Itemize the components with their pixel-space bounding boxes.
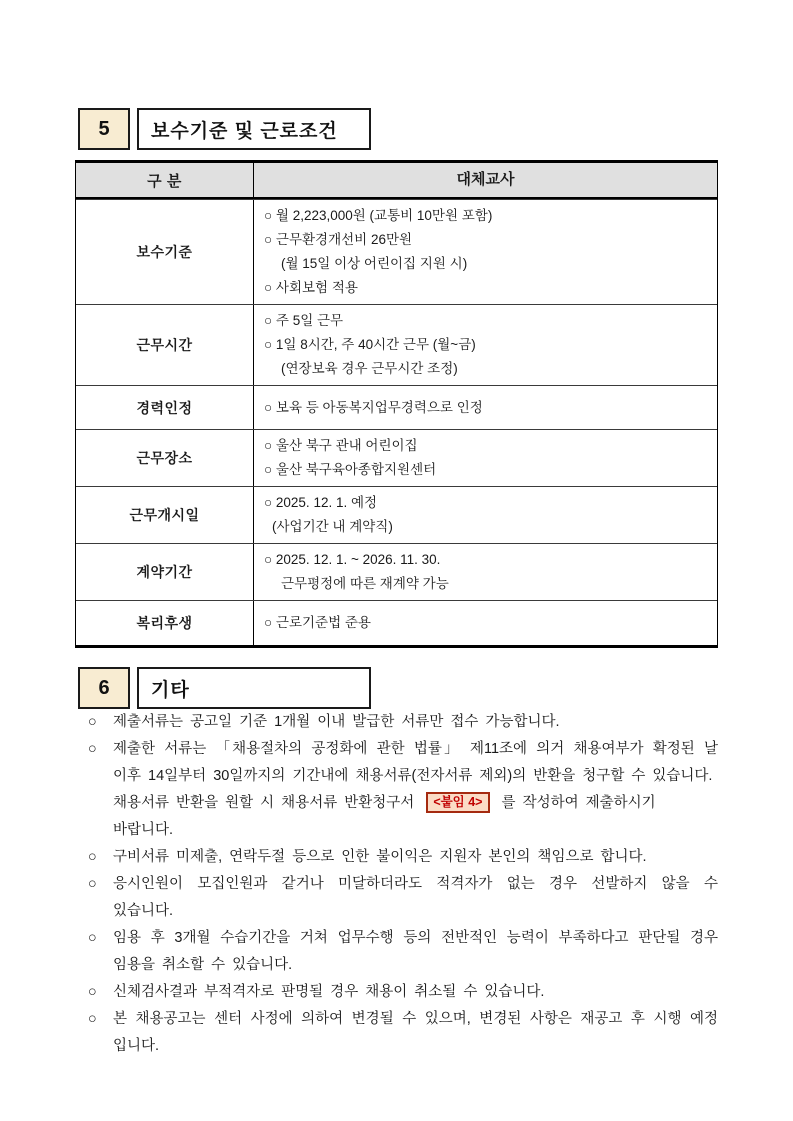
list-item-text: 신체검사결과 부적격자로 판명될 경우 채용이 취소될 수 있습니다.	[113, 984, 545, 1000]
content-line: ○ 근로기준법 준용	[264, 615, 371, 630]
content-line: ○ 울산 북구육아종합지원센터	[264, 462, 437, 477]
content-line: ○ 2025. 12. 1. ~ 2026. 11. 30.	[264, 552, 441, 567]
bullet-circle-icon: ○	[88, 930, 97, 946]
conditions-table	[75, 160, 718, 648]
row-label: 계약기간	[76, 544, 254, 600]
list-item	[88, 844, 718, 871]
list-item-text	[113, 790, 718, 844]
content-line: ○ 주 5일 근무	[264, 313, 344, 328]
bullet-circle-icon: ○	[88, 876, 97, 892]
list-item-text: 임용 후 3개월 수습기간을 거쳐 업무수행 등의 전반적인 능력이 부족하다고 판단될 경우 임용을 취소할 수 있습니다.	[113, 930, 718, 973]
bullet-spacer	[88, 790, 113, 844]
list-item	[88, 736, 718, 790]
bullet-circle-icon: ○	[88, 984, 97, 1000]
row-content	[254, 430, 717, 486]
table-row	[76, 429, 717, 486]
content-line: ○ 사회보험 적용	[264, 280, 358, 295]
list-item	[88, 1006, 718, 1060]
row-content	[254, 601, 717, 645]
bullet-circle-icon: ○	[88, 714, 97, 730]
row-label: 경력인정	[76, 386, 254, 429]
list-item	[88, 979, 718, 1006]
list-item-text: 제출서류는 공고일 기준 1개월 이내 발급한 서류만 접수 가능합니다.	[113, 714, 560, 730]
attachment-4-badge: <붙임 4>	[426, 792, 489, 813]
table-header-row	[76, 163, 717, 199]
row-content	[254, 386, 717, 429]
section5-title: 보수기준 및 근로조건	[137, 108, 371, 150]
section6-header	[78, 667, 371, 709]
table-row	[76, 543, 717, 600]
section5-number-badge: 5	[78, 108, 130, 150]
content-line: ○ 보육 등 아동복지업무경력으로 인정	[264, 399, 483, 415]
content-line: 근무평정에 따른 재계약 가능	[281, 576, 449, 591]
list-item	[88, 871, 718, 925]
row-label: 근무시간	[76, 305, 254, 385]
content-line: (연장보육 경우 근무시간 조정)	[281, 361, 458, 376]
content-line: ○ 월 2,223,000원 (교통비 10만원 포함)	[264, 208, 493, 223]
list-item	[88, 709, 718, 736]
table-row	[76, 199, 717, 304]
table-row	[76, 600, 717, 645]
content-line: ○ 울산 북구 관내 어린이집	[264, 438, 418, 453]
table-row	[76, 304, 717, 385]
row-label: 복리후생	[76, 601, 254, 645]
table-row	[76, 385, 717, 429]
table-header-category: 구 분	[76, 163, 254, 197]
continuation-text-before: 채용서류 반환을 원할 시 채용서류 반환청구서	[113, 795, 415, 811]
bullet-circle-icon: ○	[88, 741, 97, 757]
continuation-text-after: 를 작성하여 제출하시기 바랍니다.	[113, 795, 656, 838]
bullet-circle-icon: ○	[88, 1011, 97, 1027]
list-item-text: 구비서류 미제출, 연락두절 등으로 인한 불이익은 지원자 본인의 책임으로 합니다.	[113, 849, 647, 865]
row-label: 보수기준	[76, 200, 254, 304]
row-label: 근무개시일	[76, 487, 254, 543]
list-item	[88, 925, 718, 979]
table-header-substitute-teacher: 대체교사	[456, 171, 515, 188]
list-item-text: 본 채용공고는 센터 사정에 의하여 변경될 수 있으며, 변경된 사항은 재공고 후 시행 예정 입니다.	[113, 1011, 718, 1054]
bullet-circle-icon: ○	[88, 849, 97, 865]
content-line: (사업기간 내 계약직)	[272, 519, 393, 534]
list-item-text: 응시인원이 모집인원과 같거나 미달하더라도 적격자가 없는 경우 선발하지 않을 수 있습니다.	[113, 876, 718, 919]
table-row	[76, 486, 717, 543]
row-content	[254, 487, 717, 543]
section5-header	[78, 108, 371, 150]
list-item-continuation	[88, 790, 718, 844]
row-content	[254, 305, 717, 385]
notes-list	[88, 709, 718, 1060]
row-label: 근무장소	[76, 430, 254, 486]
content-line: ○ 근무환경개선비 26만원	[264, 232, 413, 247]
list-item-text: 제출한 서류는 「채용절차의 공정화에 관한 법률」 제11조에 의거 채용여부가 확정된 날 이후 14일부터 30일까지의 기간내에 채용서류(전자서류 제외)의 반환을 청구할 수 있습니다.	[113, 741, 718, 784]
content-line: (월 15일 이상 어린이집 지원 시)	[281, 256, 468, 271]
section6-title: 기타	[137, 667, 371, 709]
row-content	[254, 544, 717, 600]
section6-number-badge: 6	[78, 667, 130, 709]
content-line: ○ 1일 8시간, 주 40시간 근무 (월~금)	[264, 337, 476, 352]
row-content	[254, 200, 717, 304]
content-line: ○ 2025. 12. 1. 예정	[264, 495, 378, 510]
